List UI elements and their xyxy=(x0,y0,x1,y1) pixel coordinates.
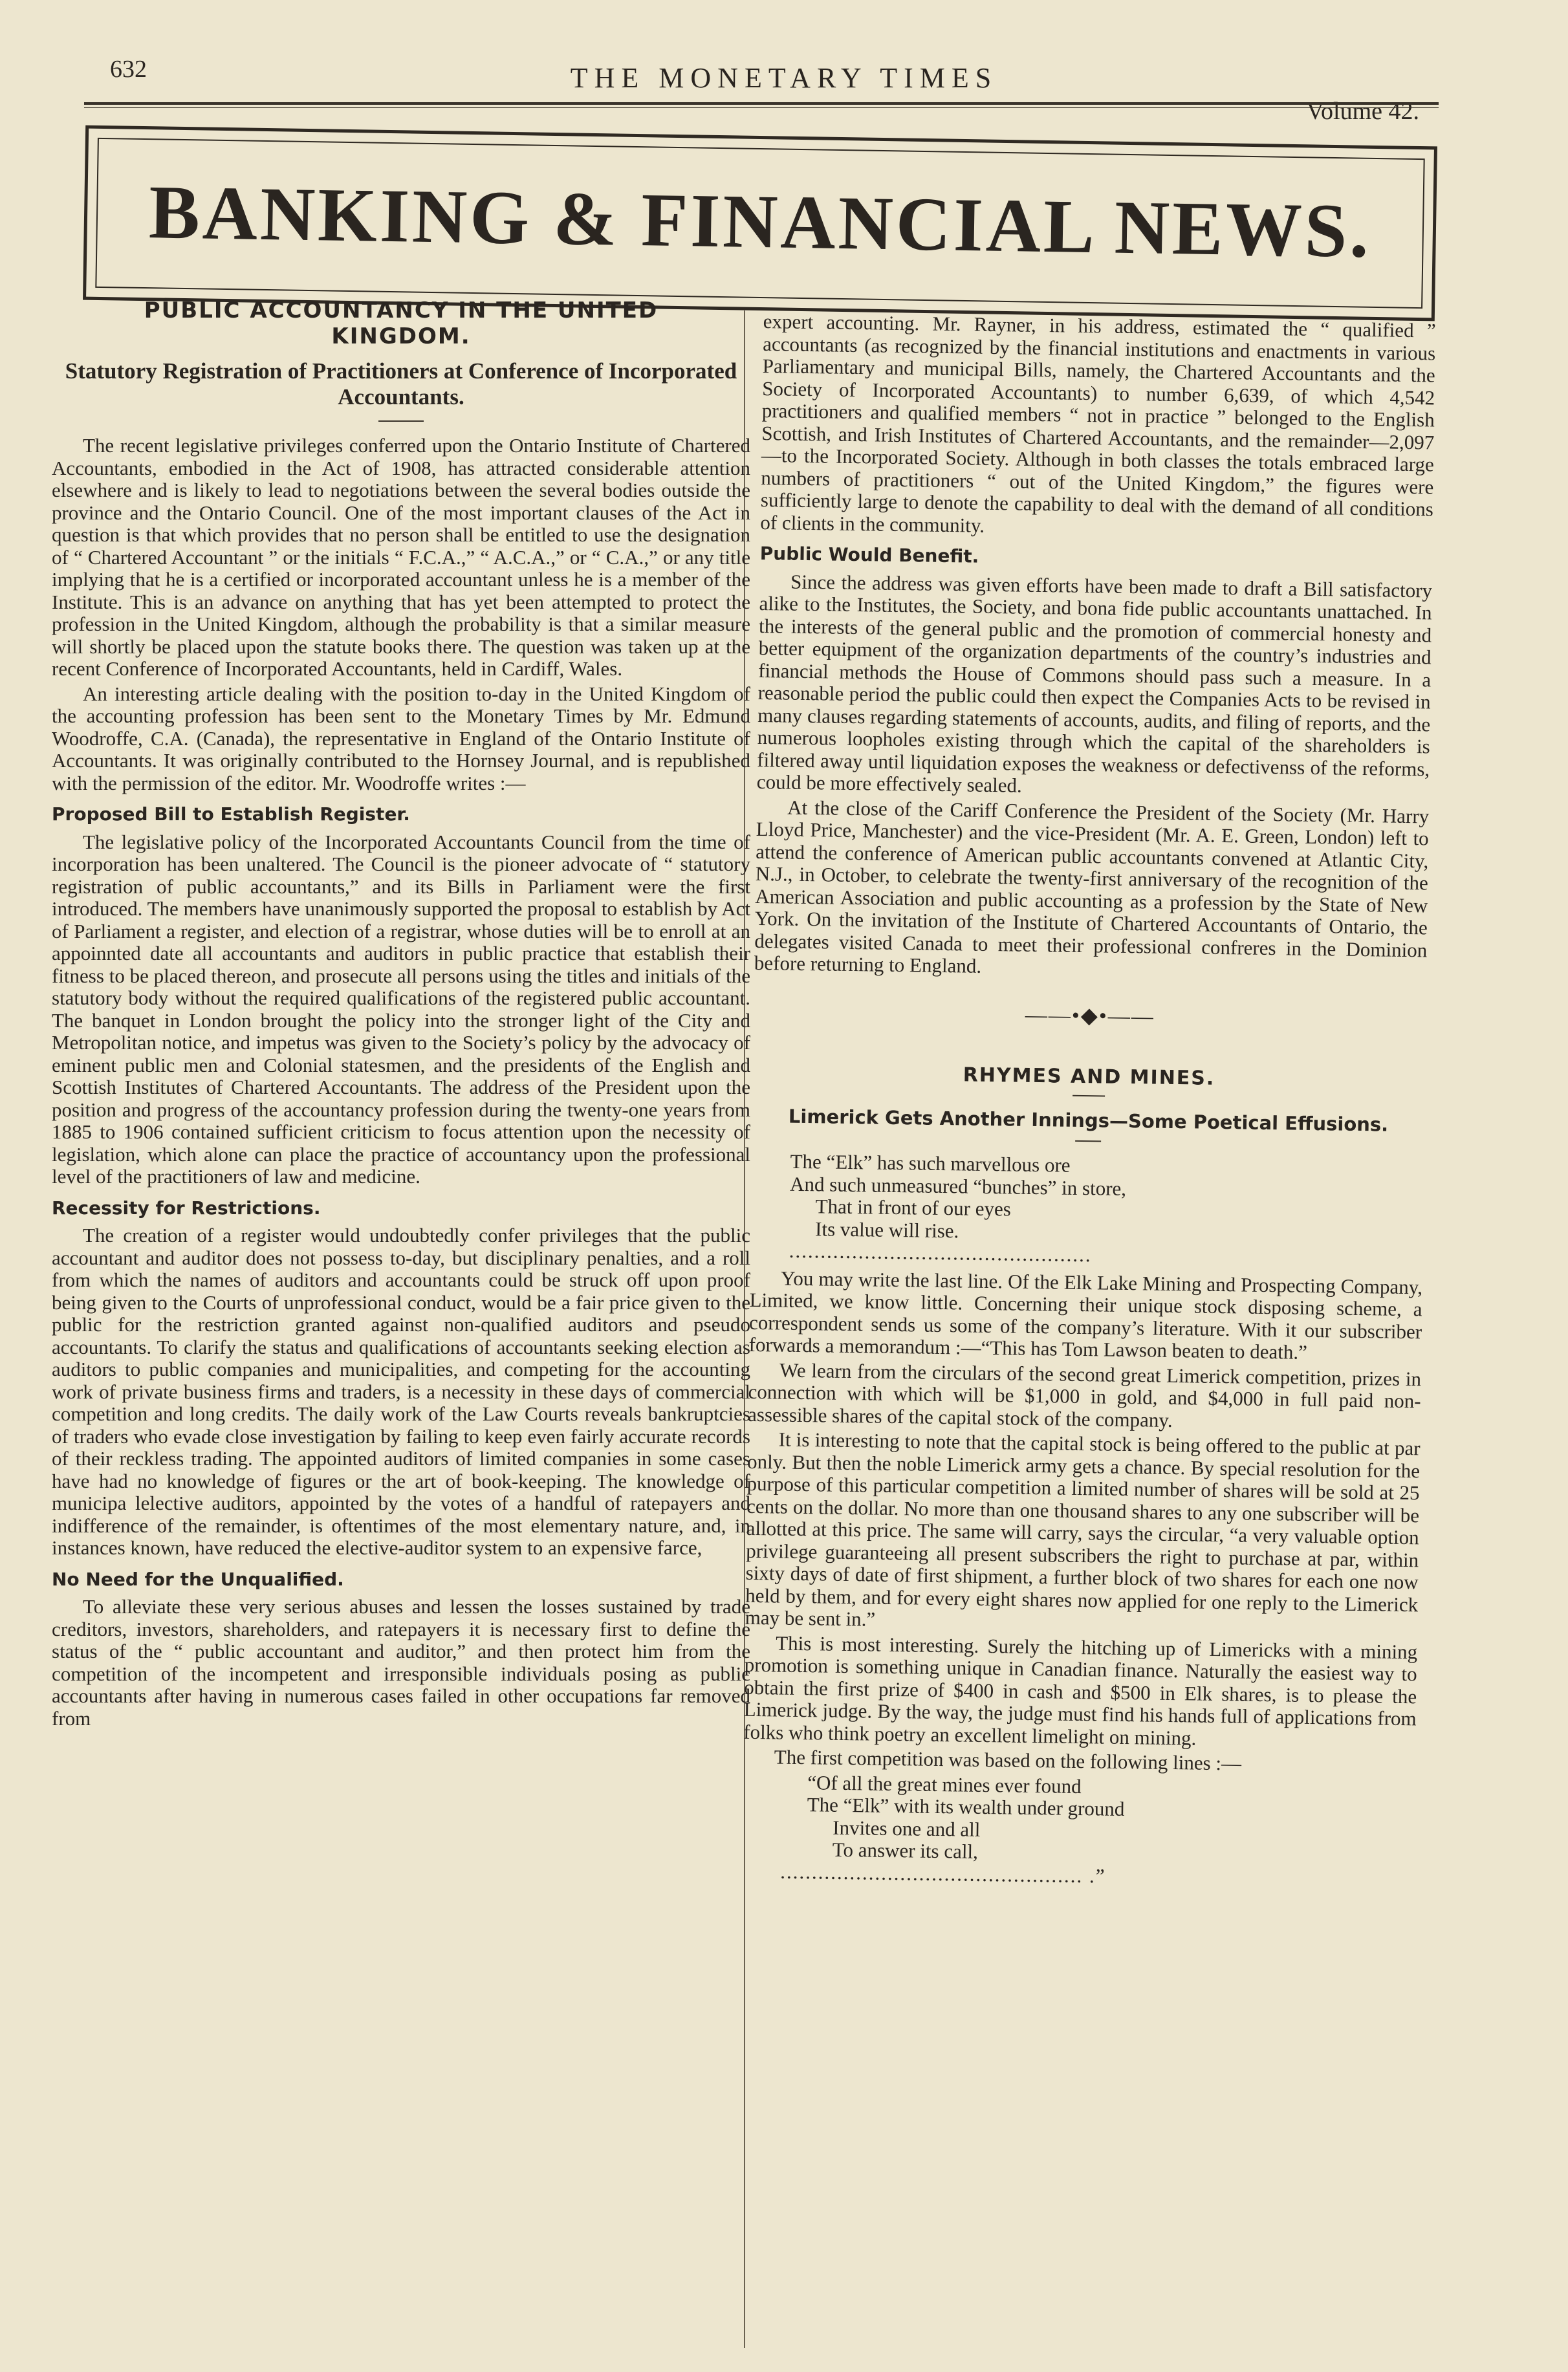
section-heading: Recessity for Restrictions. xyxy=(52,1197,321,1219)
paragraph: We learn from the circulars of the second great Limerick competition, prizes in connection with which will be $1,000 in gold, and $4,000 in full paid non-assessible shares of the capital stock of the company. xyxy=(747,1358,1422,1431)
banner-title: BANKING & FINANCIAL NEWS. xyxy=(148,169,1372,274)
section-heading: No Need for the Unqualified. xyxy=(52,1568,344,1590)
article-subtitle: Statutory Registration of Practitioners at Conference of Incorporated Accountants. xyxy=(65,358,737,409)
article-title: PUBLIC ACCOUNTANCY IN THE UNITED KINGDOM. xyxy=(144,298,659,349)
section-heading: Proposed Bill to Establish Register. xyxy=(52,803,410,825)
running-head: THE MONETARY TIMES xyxy=(570,62,998,94)
volume-label: Volume 42. xyxy=(1306,98,1419,125)
verse-line: Its value will rise. xyxy=(814,1217,959,1242)
paragraph: Since the address was given efforts have been made to draft a Bill satisfactory alike to the Institutes, the Society, and bona fide public accountants unattached. In the interests of the general public and the promotion of commercial honesty and better equipment of the organization departments of the country’s industries and financial methods the House of Commons should pass such a measure. In a reasonable period the public could then expect the Companies Acts to be revised in many clauses regarding statements of accounts, audits, and filing of reports, and the numerous loopholes existing through which the capital of the shareholders is filtered away until liquidation exposes the weakness or defectivenss of the reforms, could be more effectively sealed. xyxy=(756,570,1433,797)
paragraph: An interesting article dealing with the position to-day in the United Kingdom of the accounting profession has been sent to the Monetary Times by Mr. Edmund Woodroffe, C.A. (Canada), the representative in England of the Ontario Institute of Accountants. It was originally contributed to the Hornsey Journal, and is republished with the permission of the editor. Mr. Woodroffe writes :— xyxy=(52,682,750,794)
verse xyxy=(789,1151,1424,1271)
right-column xyxy=(741,310,1436,1897)
verse-line: To answer its call, xyxy=(832,1838,979,1863)
verse-line: The “Elk” with its wealth under ground xyxy=(807,1793,1125,1821)
verse-line: That in front of our eyes xyxy=(815,1195,1012,1221)
header-rule xyxy=(84,102,1439,105)
header-rule-thin xyxy=(84,107,1439,108)
paragraph: It is interesting to note that the capital stock is being offered to the public at par only. But then the noble Limerick army gets a chance. By special resolution for the purpose of this particular competition a limited number of shares will be sold at 25 cents on the dollar. No more than one thousand shares to any one subscriber will be allotted at this price. The same will carry, says the circular, “a very valuable option privilege guaranteeing all present subscribers the right to purchase at par, within sixty days of date of first shipment, a further block of two shares for each one now held by them, and for every eight shares now applied for one reply to the Limerick may be sent in.” xyxy=(745,1428,1421,1631)
article-subtitle: Limerick Gets Another Innings—Some Poetical Effusions. xyxy=(788,1105,1389,1136)
section-heading: Public Would Benefit. xyxy=(759,542,979,567)
ornament-divider: ——•◆•—— xyxy=(1025,1003,1155,1029)
article-title: RHYMES AND MINES. xyxy=(963,1063,1215,1090)
verse xyxy=(780,1771,1415,1891)
paragraph: You may write the last line. Of the Elk Lake Mining and Prospecting Company, Limited, we know little. Concerning their unique stock disposing scheme, a correspondent sends us some of the company’s literature. With it our subscriber forwards a memorandum :—“This has Tom Lawson beaten to death.” xyxy=(748,1267,1423,1364)
verse-line: The “Elk” has such marvellous ore xyxy=(790,1149,1071,1177)
paragraph-continued: expert accounting. Mr. Rayner, in his address, estimated the “ qualified ” accountants (as recognized by the financial institutions and enactments in various Parliamentary and municipal Bills, namely, the Chartered Accountants and the Society of Incorporated Accountants) to number 6,639, of which 4,542 practitioners and qualified members “ not in practice ” belonged to the English Scottish, and Irish Institutes of Chartered Accountants, and the remainder—2,097—to the Incorporated Society. Although in both classes the totals embraced large numbers of practitioners “ out of the United Kingdom,” the figures were sufficiently large to denote the capability to deal with the demand of all conditions of clients in the community. xyxy=(760,310,1436,537)
title-separator xyxy=(1073,1094,1105,1096)
verse-line: And such unmeasured “bunches” in store, xyxy=(789,1172,1127,1200)
verse-line: “Of all the great mines ever found xyxy=(807,1770,1082,1798)
title-separator xyxy=(1075,1140,1101,1142)
section-banner xyxy=(83,125,1437,321)
page-number: 632 xyxy=(110,56,147,83)
paragraph: To alleviate these very serious abuses and lessen the losses sustained by trade creditors, investors, shareholders, and ratepayers it is necessary first to define the status of the “ public accountant and auditor,” and then protect him from the competition of the incompetent and irresponsible individuals posing as public accountants after having in numerous cases failed in other occupations far removed from xyxy=(52,1595,750,1730)
paragraph: The creation of a register would undoubtedly confer privileges that the public accountant and auditor does not possess to-day, but disciplinary penalties, and a roll from which the names of auditors and accountants could be struck off upon proof being given to the Courts of unprofessional conduct, would be a fair price given to the public for the restriction granted against non-qualified auditors and pseudo accountants. To clarify the status and qualifications of accountants seeking election as auditors to public companies and municipalities, and competing for the accounting work of private business firms and traders, is a necessity in these days of commercial competition and long credits. The daily work of the Law Courts reveals bankruptcies of traders who evade close investigation by failing to keep even fairly accurate records of their reckless trading. The appointed auditors of limited companies in some cases have had no knowledge of figures or the art of book-keeping. The knowledge of municipa lelective auditors, appointed by the votes of a handful of ratepayers and indifference of the remainder, is oftentimes of the most elementary nature, and, in instances known, have reduced the elective-auditor system to an expensive farce, xyxy=(52,1224,750,1559)
paragraph: The legislative policy of the Incorporated Accountants Council from the time of incorporation has been unaltered. The Council is the pioneer advocate of “ statutory registration of public accountants,” and its Bills in Parliament were the first introduced. The members have unanimously supported the proposal to establish by Act of Parliament a register, and election of a registrar, whose duties will be to enroll at an appoinnted date all accountants and auditors in public practice that establish their fitness to be placed thereon, and prosecute all persons using the titles and initials of the statutory body without the required qualifications of the registered public accountant. The banquet in London brought the policy into the stronger light of the City and Metropolitan notice, and impetus was given to the Society’s policy by the advocacy of eminent public men and Colonial statesmen, and the presidents of the English and Scottish Institutes of Chartered Accountants. The address of the President upon the position and progress of the accountancy profession during the twenty-one years from 1885 to 1906 contained sufficient criticism to focus attention upon the necessity of legislation, which alone can place the practice of accountancy upon the professional level of the practitioners of law and medicine. xyxy=(52,830,750,1188)
verse-line: ................................................ xyxy=(789,1239,1092,1267)
paragraph: The first competition was based on the following lines :— xyxy=(774,1745,1242,1775)
paragraph: The recent legislative privileges conferred upon the Ontario Institute of Chartered Accountants, embodied in the Act of 1908, has attracted considerable attention elsewhere and is likely to lead to negotiations between the several bodies outside the province and the Ontario Council. One of the most important clauses of the Act in question is that which provides that no person shall be entitled to use the designation of “ Chartered Accountant ” or the initials “ F.C.A.,” “ A.C.A.,” or “ C.A.,” or any title implying that he is a certified or incorporated accountant unless he is a member of the Institute. This is an advance on anything that has yet been attempted to protect the profession in the United Kingdom, although the probability is that a similar measure will shortly be placed upon the statute books there. The question was taken up at the recent Conference of Incorporated Accountants, held in Cardiff, Wales. xyxy=(52,434,750,680)
paragraph: At the close of the Cariff Conference the President of the Society (Mr. Harry Lloyd Price, Manchester) and the vice-President (Mr. A. E. Green, London) left to attend the conference of American public accountants convened at Atlantic City, N.J., in October, to celebrate the twenty-first anniversary of the recognition of the American Association and public accounting as a profession by the State of New York. On the invitation of the Institute of Chartered Accountants of Ontario, the delegates visited Canada to meet their professional confreres in the Dominion before returning to England. xyxy=(754,796,1430,977)
left-column xyxy=(52,298,750,1732)
paragraph: This is most interesting. Surely the hitching up of Limericks with a mining promotion is something unique in Canadian finance. Naturally the easiest way to obtain the first prize of $400 in cash and $500 in Elk shares, is to please the Limerick judge. By the way, the judge must find his hands full of applications from folks who think poetry an excellent limelight on mining. xyxy=(743,1631,1418,1750)
verse-line: Invites one and all xyxy=(833,1816,981,1841)
title-separator xyxy=(378,420,424,422)
verse-line: ................................................ .” xyxy=(780,1860,1106,1888)
